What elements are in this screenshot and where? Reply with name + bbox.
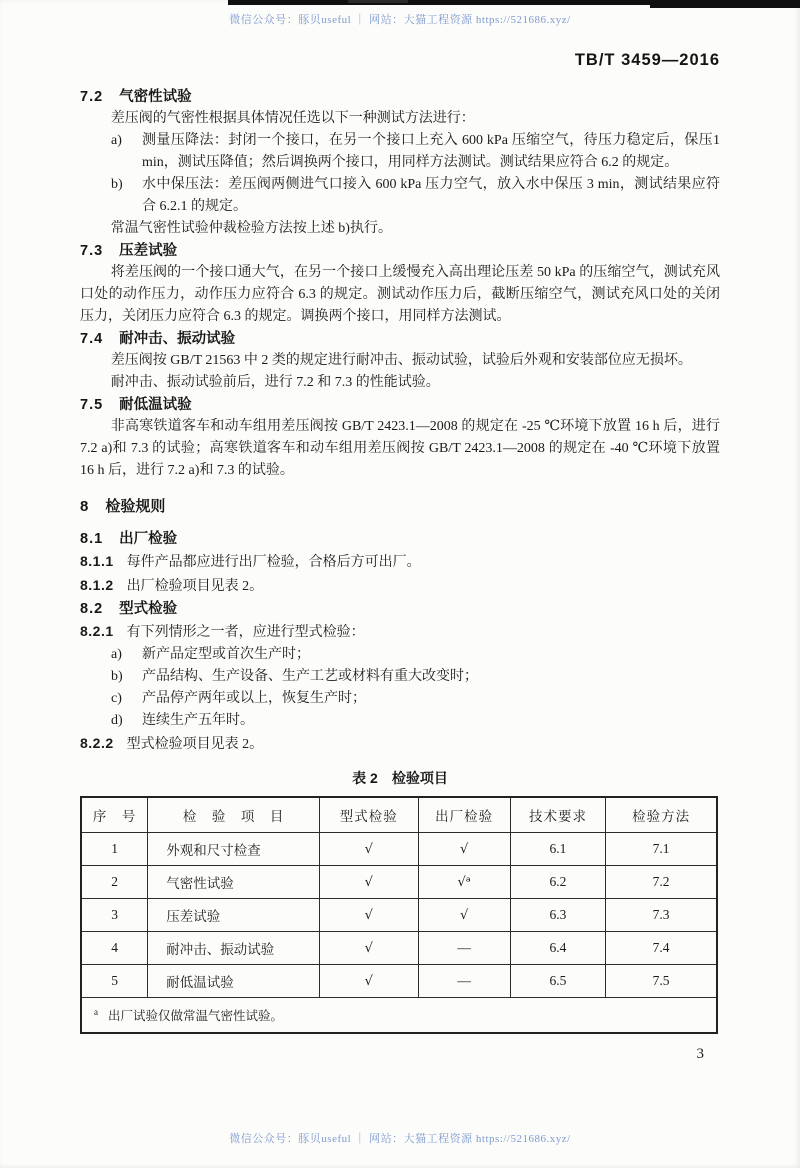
list-item-b: [80, 666, 720, 688]
table-row: [81, 932, 717, 965]
table-header-row: [81, 797, 717, 833]
list-marker: c): [111, 691, 122, 706]
clause-number: 8.1.1: [80, 553, 114, 569]
clause-8.1.2: [80, 574, 720, 598]
table-cell: 6.3: [510, 899, 605, 932]
paragraph: 耐冲击、振动试验前后，进行 7.2 和 7.3 的性能试验。: [110, 375, 440, 390]
table-cell: 6.1: [510, 833, 605, 866]
heading-title: 气密性试验: [119, 89, 192, 105]
heading-title: 耐低温试验: [119, 397, 192, 413]
list-item-a: [80, 130, 720, 174]
table-header-cell: 型式检验: [319, 797, 418, 833]
heading-number: 7.4: [80, 331, 104, 347]
list-item-a: [80, 644, 720, 666]
table-row: [81, 833, 717, 866]
table-cell: 4: [81, 932, 148, 965]
list-item-text: 水中保压法：差压阀两侧进气口接入 600 kPa 压力空气，放入水中保压 3 min，测试结果应符合 6.2.1 的规定。: [142, 177, 720, 214]
table-footnote-row: [81, 998, 717, 1034]
table-cell: 外观和尺寸检查: [148, 833, 320, 866]
list-item-b: [80, 174, 720, 218]
list-marker: b): [111, 669, 123, 684]
clause-number: 8.2.2: [80, 735, 114, 751]
document-body: [80, 86, 720, 732]
clause-text: 每件产品都应进行出厂检验，合格后方可出厂。: [126, 555, 421, 570]
section-heading-7.2: [80, 86, 720, 108]
watermark-bottom: 微信公众号：豚贝useful ｜ 网站：大猫工程资源 https://521686.xyz/: [229, 1133, 571, 1145]
table-cell: √: [319, 866, 418, 899]
table-cell: 压差试验: [148, 899, 320, 932]
table-footnote: [81, 998, 717, 1034]
section-heading-7.4: [80, 328, 720, 350]
paragraph: 常温气密性试验仲裁检验方法按上述 b)执行。: [110, 221, 392, 236]
heading-number: 8: [80, 498, 90, 515]
heading-number: 7.5: [80, 397, 104, 413]
table-cell: 7.5: [606, 965, 717, 998]
table-cell: √: [319, 965, 418, 998]
paragraph: 差压阀按 GB/T 21563 中 2 类的规定进行耐冲击、振动试验，试验后外观和安装部位应无损坏。: [110, 353, 692, 368]
list-item-text: 产品结构、生产设备、生产工艺或材料有重大改变时；: [142, 669, 478, 684]
table-cell: 6.2: [510, 866, 605, 899]
clause-8.2.2: [80, 732, 720, 756]
table-cell: 5: [81, 965, 148, 998]
table-cell: 7.2: [606, 866, 717, 899]
table-cell: 耐低温试验: [148, 965, 320, 998]
table-cell: √: [319, 899, 418, 932]
section-heading-8.1: [80, 528, 720, 550]
table-cell: √: [319, 833, 418, 866]
list-item-text: 连续生产五年时。: [142, 713, 254, 728]
table-cell: 3: [81, 899, 148, 932]
list-item-text: 测量压降法：封闭一个接口，在另一个接口上充入 600 kPa 压缩空气，待压力稳定后，保压1 min，测试压降值；然后调换两个接口，用同样方法测试。测试结果应符合 6.2 的规定。: [142, 133, 720, 170]
table-row: [81, 866, 717, 899]
heading-title: 压差试验: [119, 243, 178, 259]
clause-number: 8.2.1: [80, 623, 114, 639]
heading-number: 7.2: [80, 89, 104, 105]
list-marker: b): [111, 177, 123, 192]
table-cell: 7.4: [606, 932, 717, 965]
table-cell: 耐冲击、振动试验: [148, 932, 320, 965]
section-heading-7.5: [80, 394, 720, 416]
table-cell: 气密性试验: [148, 866, 320, 899]
table-header-cell: 检验方法: [606, 797, 717, 833]
section-heading-8: [80, 496, 720, 518]
table-cell: √: [418, 899, 510, 932]
heading-number: 8.2: [80, 601, 104, 617]
section-heading-8.2: [80, 598, 720, 620]
table-cell: 1: [81, 833, 148, 866]
table-header-cell: 序 号: [81, 797, 148, 833]
paragraph: 差压阀的气密性根据具体情况任选以下一种测试方法进行：: [110, 111, 475, 126]
clause-text: 有下列情形之一者，应进行型式检验：: [126, 625, 365, 640]
heading-title: 检验规则: [105, 498, 166, 515]
table-header-cell: 出厂检验: [418, 797, 510, 833]
list-item-text: 产品停产两年或以上，恢复生产时；: [142, 691, 366, 706]
list-marker: a): [111, 647, 122, 662]
list-item-text: 新产品定型或首次生产时；: [142, 647, 310, 662]
list-item-d: [80, 710, 720, 732]
table-cell: —: [418, 932, 510, 965]
table-header-cell: 技术要求: [510, 797, 605, 833]
clause-8.1.1: [80, 550, 720, 574]
table-cell: √: [319, 932, 418, 965]
inspection-items-table: [80, 796, 718, 1034]
heading-title: 耐冲击、振动试验: [119, 331, 236, 347]
clause-text: 型式检验项目见表 2。: [126, 737, 264, 752]
watermark-top: 微信公众号：豚贝useful ｜ 网站：大猫工程资源 https://521686.xyz/: [229, 14, 571, 26]
heading-title: 出厂检验: [119, 531, 178, 547]
table-cell: —: [418, 965, 510, 998]
table-cell: 7.3: [606, 899, 717, 932]
clause-text: 出厂检验项目见表 2。: [126, 579, 264, 594]
table-row: [81, 899, 717, 932]
page-number: 3: [696, 1046, 704, 1062]
table-cell: 2: [81, 866, 148, 899]
table-row: [81, 965, 717, 998]
table-cell: √: [418, 833, 510, 866]
table-cell: √ᵃ: [418, 866, 510, 899]
footnote-marker: a: [94, 1006, 98, 1017]
standard-number: TB/T 3459—2016: [574, 51, 720, 69]
clause-8.2.1: [80, 620, 720, 644]
section-heading-7.3: [80, 240, 720, 262]
table-cell: 6.5: [510, 965, 605, 998]
clause-number: 8.1.2: [80, 577, 114, 593]
scan-artifact-strip: [228, 0, 800, 5]
table-cell: 6.4: [510, 932, 605, 965]
heading-number: 8.1: [80, 531, 104, 547]
table-header-cell: 检 验 项 目: [148, 797, 320, 833]
list-item-c: [80, 688, 720, 710]
document-body-after: [80, 732, 720, 756]
paragraph: 将差压阀的一个接口通大气，在另一个接口上缓慢充入高出理论压差 50 kPa 的压缩空气，测试充风口处的动作压力，动作压力应符合 6.3 的规定。测试动作压力后，截断压缩空气，测试充风口处的关闭压力，关闭压力应符合 6.3 的规定。调换两个接口，用同样方法测试。: [80, 265, 720, 324]
heading-title: 型式检验: [119, 601, 178, 617]
heading-number: 7.3: [80, 243, 104, 259]
list-marker: a): [111, 133, 122, 148]
table-cell: 7.1: [606, 833, 717, 866]
list-marker: d): [111, 713, 123, 728]
table-caption: 表 2 检验项目: [352, 770, 448, 786]
footnote-text: 出厂试验仅做常温气密性试验。: [108, 1009, 284, 1023]
paragraph: 非高寒铁道客车和动车组用差压阀按 GB/T 2423.1—2008 的规定在 -25 ℃环境下放置 16 h 后，进行 7.2 a)和 7.3 的试验；高寒铁道客车和动车组用差压阀按 GB/T 2423.1—2008 的规定在 -40 ℃环境下放置 16 h 后，进行 7.2 a)和 7.3 的试验。: [80, 419, 720, 478]
